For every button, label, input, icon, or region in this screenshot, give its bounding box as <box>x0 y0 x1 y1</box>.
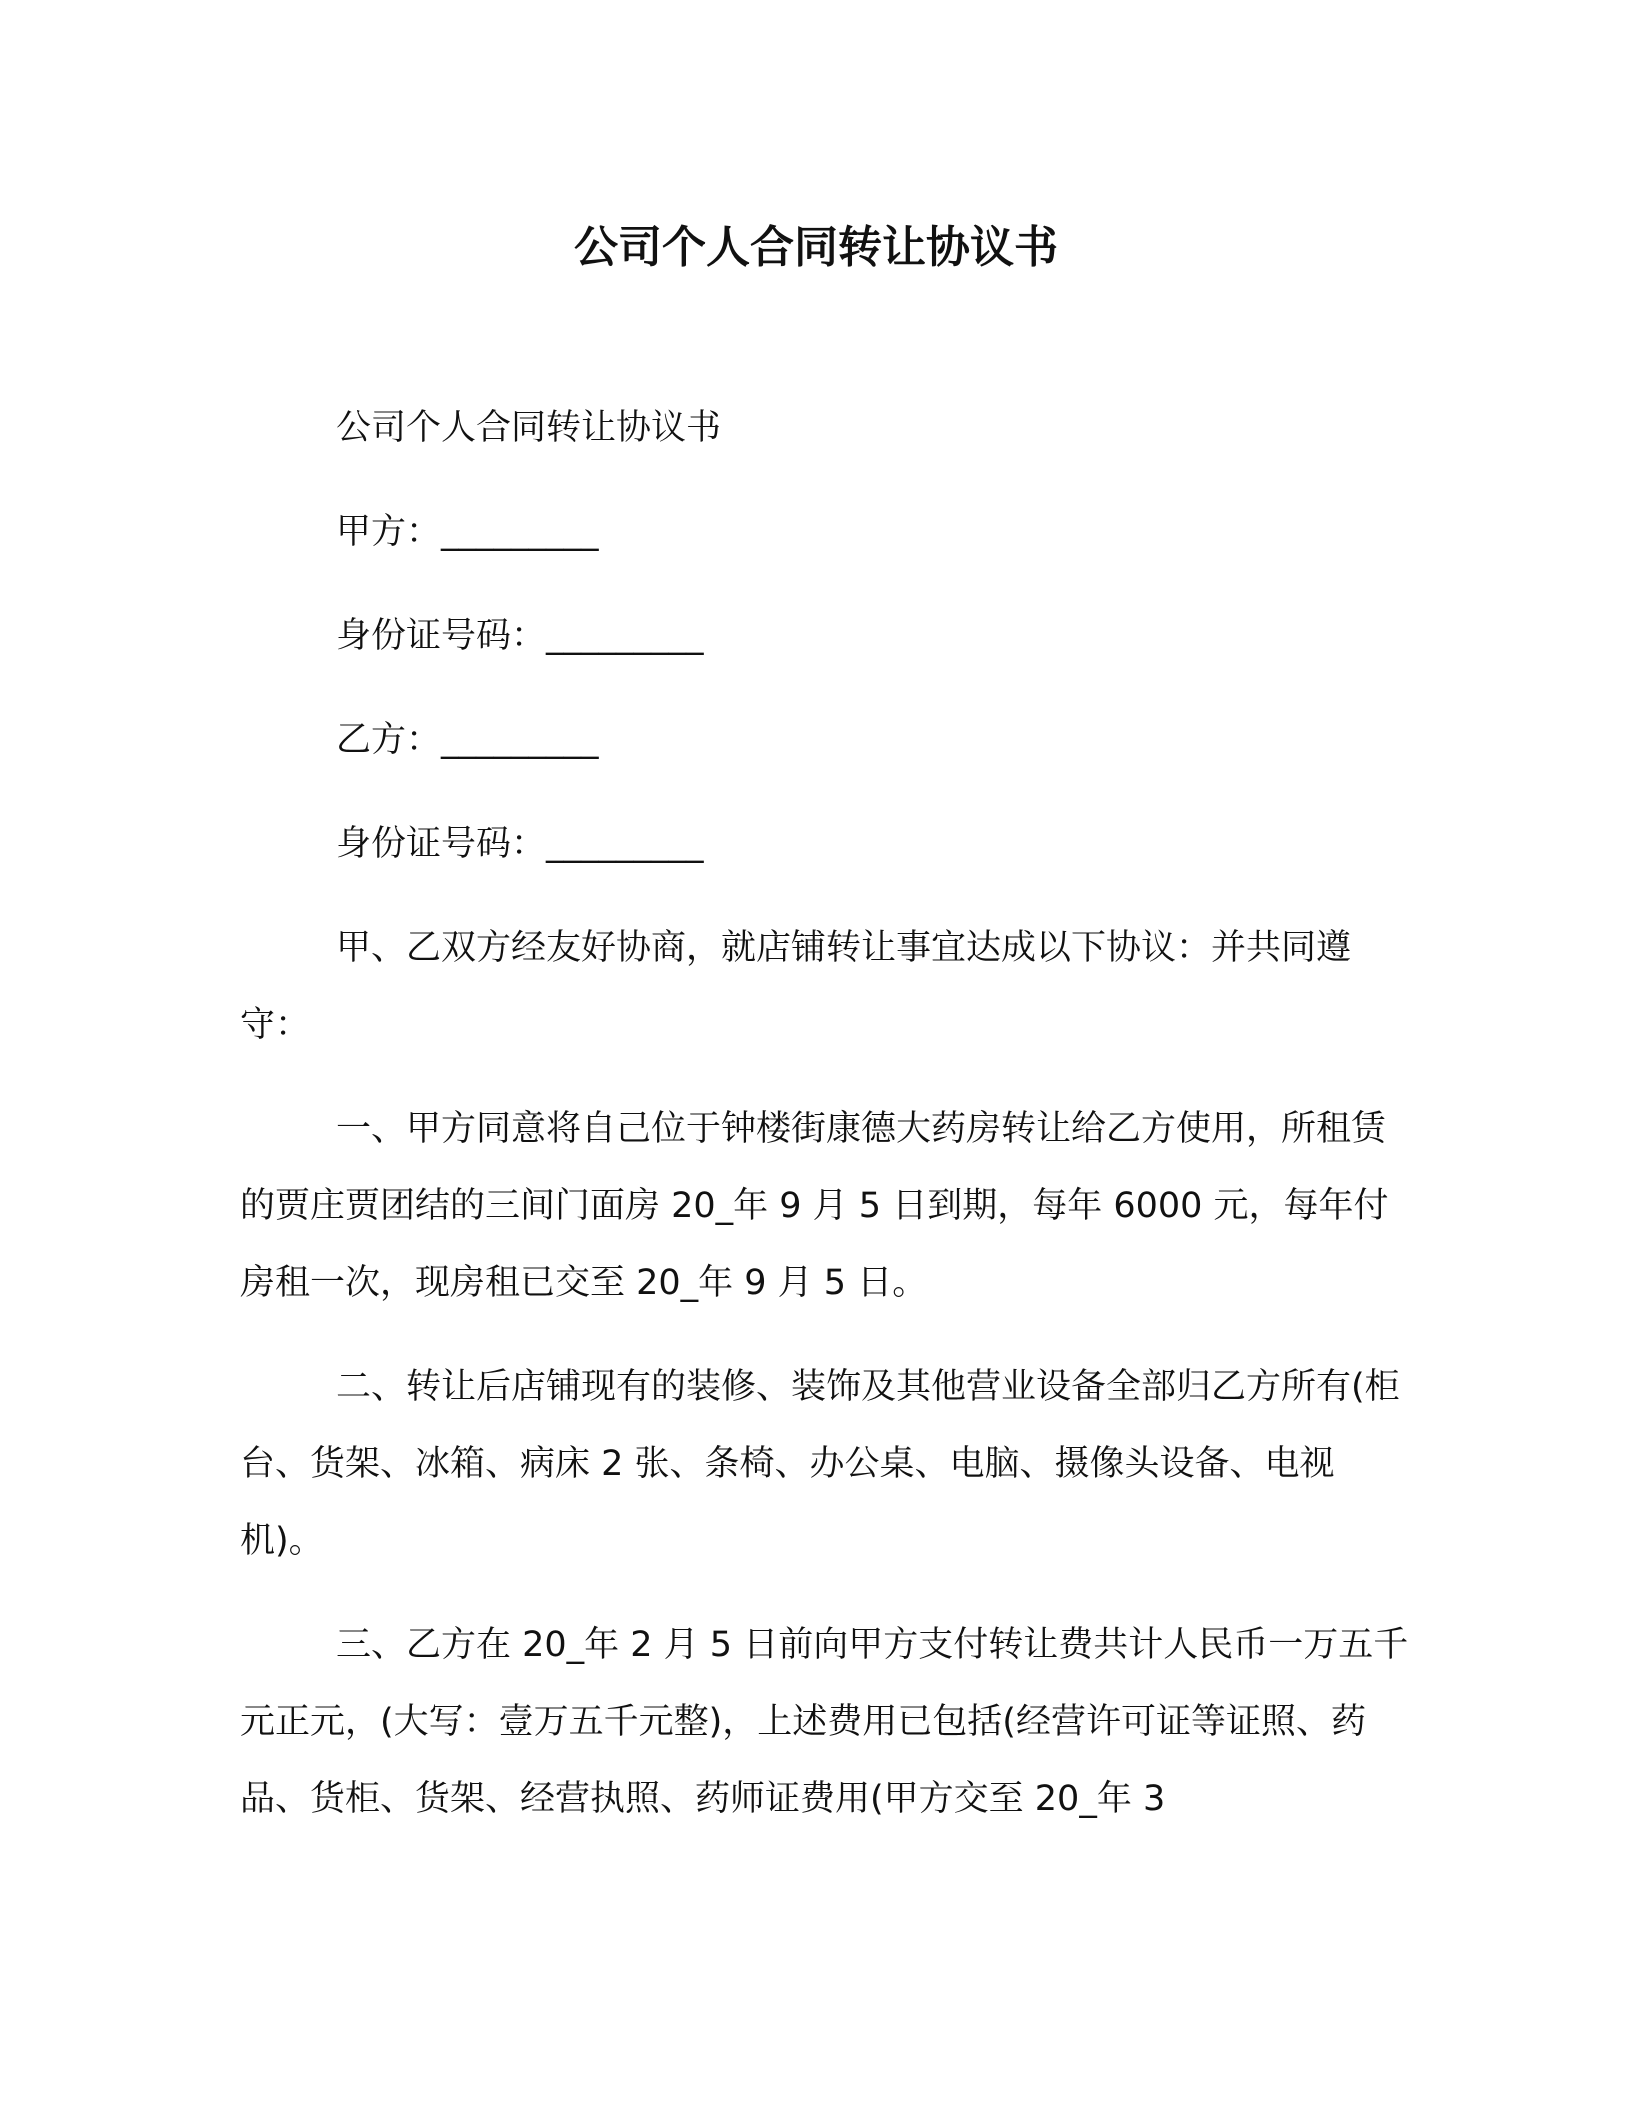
clause-1-paragraph: 一、甲方同意将自己位于钟楼街康德大药房转让给乙方使用，所租赁的贾庄贾团结的三间门面房 20_年 9 月 5 日到期，每年 6000 元，每年付房租一次，现房租已交至 20_年 9 月 5 日。 <box>240 1109 1389 1303</box>
party-b-id-field <box>240 806 1410 883</box>
fill-blank: _________ <box>441 720 599 760</box>
field-label: 身份证号码： <box>336 824 547 864</box>
party-a-id-field <box>240 598 1410 675</box>
party-a-field <box>240 494 1410 571</box>
document-body <box>240 390 1410 1865</box>
intro-paragraph: 甲、乙双方经友好协商，就店铺转让事宜达成以下协议：并共同遵守： <box>240 928 1352 1045</box>
document-title: 公司个人合同转让协议书 <box>574 222 1058 273</box>
field-label: 甲方： <box>336 512 442 552</box>
field-label: 身份证号码： <box>336 616 547 656</box>
document-subtitle: 公司个人合同转让协议书 <box>336 408 722 448</box>
fill-blank: _________ <box>546 824 704 864</box>
clause-3-paragraph: 三、乙方在 20_年 2 月 5 日前向甲方支付转让费共计人民币一万五千元正元，(大写：壹万五千元整)，上述费用已包括(经营许可证等证照、药品、货柜、货架、经营执照、药师证费用(甲方交至 20_年 3 <box>240 1625 1409 1819</box>
field-label: 乙方： <box>336 720 442 760</box>
fill-blank: _________ <box>441 512 599 552</box>
fill-blank: _________ <box>546 616 704 656</box>
clause-2-paragraph: 二、转让后店铺现有的装修、装饰及其他营业设备全部归乙方所有(柜台、货架、冰箱、病床 2 张、条椅、办公桌、电脑、摄像头设备、电视机)。 <box>240 1367 1400 1561</box>
party-b-field <box>240 702 1410 779</box>
